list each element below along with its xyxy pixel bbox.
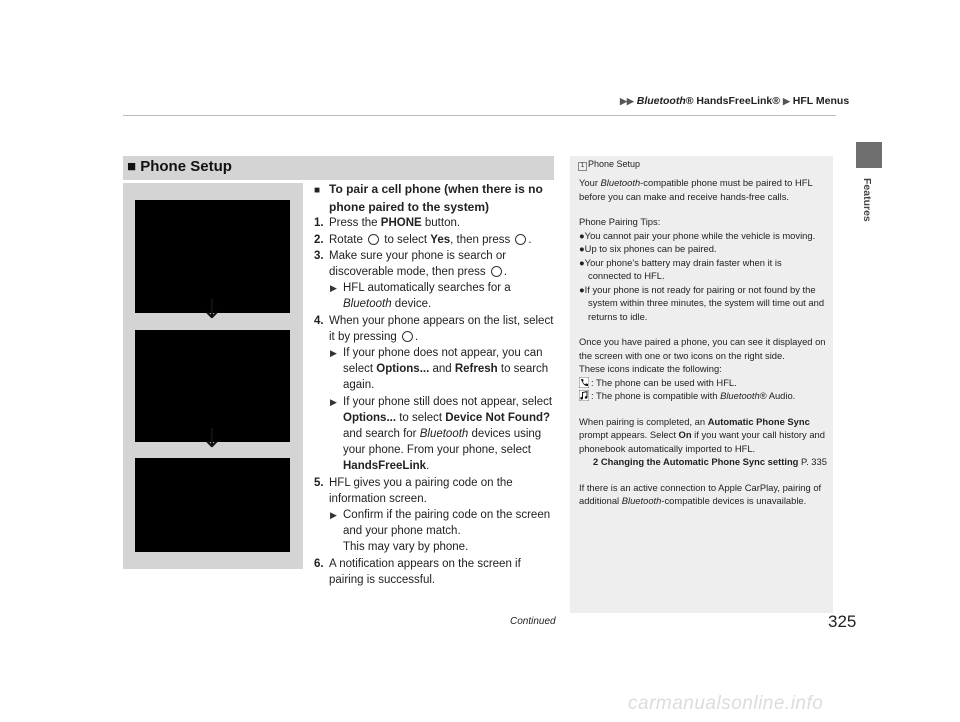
icons-lead: These icons indicate the following: — [579, 363, 722, 374]
icon-legend-phone: : The phone can be used with HFL. — [579, 376, 827, 390]
breadcrumb-part1: Bluetooth — [636, 95, 686, 107]
step-3-result: ▶ HFL automatically searches for a Bluetooth device. — [330, 282, 511, 311]
step-2: 2. Rotate to select Yes, then press . — [314, 233, 532, 246]
sidebar-note — [570, 156, 833, 613]
press-knob-icon — [491, 266, 502, 277]
auto-sync-paragraph: When pairing is completed, an Automatic Phone Sync prompt appears. Select On if you want your call history and phonebook automatically imported to HFL. — [579, 415, 825, 454]
step-3: 3. Make sure your phone is search or discoverable mode, then press . — [314, 249, 508, 279]
press-knob-icon — [402, 331, 413, 342]
tip-item: ●Up to six phones can be paired. — [579, 243, 717, 254]
step-1: 1. Press the PHONE button. — [314, 217, 461, 230]
step-5: 5. HFL gives you a pairing code on the information screen. — [314, 476, 513, 505]
result-arrow-icon: ▶ — [330, 396, 337, 407]
sidebar-caption: 1 Phone Setup — [578, 159, 640, 171]
procedure-heading: ■ To pair a cell phone (when there is no phone paired to the system) — [314, 182, 543, 215]
icons-paragraph: Once you have paired a phone, you can see it displayed on the screen with one or two icons on the right side. — [579, 336, 826, 361]
breadcrumb-part2: HFL Menus — [792, 95, 850, 107]
step-5-result: ▶ Confirm if the pairing code on the screen and your phone match. This may vary by phone. — [330, 509, 551, 554]
step-4-note-2: ▶ If your phone still does not appear, select Options... to select Device Not Found? and search for Bluetooth devices using your phone. From your phone, select HandsFreeLink. — [330, 395, 553, 473]
tips-title: Phone Pairing Tips: — [579, 216, 661, 227]
result-arrow-icon: ▶ — [330, 348, 337, 359]
step-4: 4. When your phone appears on the list, select it by pressing . — [314, 314, 554, 343]
watermark: carmanualsonline.info — [628, 693, 824, 714]
header-rule — [123, 115, 836, 116]
side-tab-marker — [856, 142, 882, 168]
press-knob-icon — [515, 234, 526, 245]
section-header — [123, 156, 554, 180]
screen-image-3 — [135, 458, 290, 552]
note-icon: 1 — [578, 162, 587, 171]
procedure — [314, 181, 556, 588]
step-6: 6. A notification appears on the screen if pairing is successful. — [314, 557, 521, 586]
tip-item: ●If your phone is not ready for pairing or not found by the system within three minutes, the system will time out and returns to idle. — [579, 283, 825, 322]
breadcrumb-arrow-icon: ▶▶ — [620, 96, 634, 106]
carplay-note: If there is an active connection to Apple CarPlay, pairing of additional Bluetooth-compatible devices is unavailable. — [579, 481, 822, 506]
step-4-note-1: ▶ If your phone does not appear, you can select Options... and Refresh to search again. — [330, 347, 549, 392]
phone-icon — [579, 377, 589, 388]
sidebar-intro: Your Bluetooth-compatible phone must be paired to HFL before you can make and receive hands-free calls. — [579, 177, 813, 202]
continued-label: Continued — [510, 616, 556, 627]
side-tab-label: Features — [861, 178, 873, 222]
down-arrow-icon: ↓ — [201, 424, 223, 454]
result-arrow-icon: ▶ — [330, 283, 337, 294]
icon-legend-audio: : The phone is compatible with Bluetooth® Audio. — [579, 389, 827, 403]
cross-reference-link[interactable]: 2 Changing the Automatic Phone Sync setting P. 335 — [593, 456, 827, 467]
tip-item: ●Your phone’s battery may drain faster when it is connected to HFL. — [579, 256, 782, 281]
screen-illustrations — [123, 183, 303, 569]
down-arrow-icon: ↓ — [201, 295, 223, 325]
side-tab — [852, 178, 886, 298]
section-title: ■ Phone Setup — [127, 158, 232, 175]
tip-item: ●You cannot pair your phone while the vehicle is moving. — [579, 229, 816, 241]
music-note-icon — [579, 390, 589, 401]
result-arrow-icon: ▶ — [330, 510, 337, 521]
breadcrumb-arrow-icon: ▶ — [782, 96, 790, 106]
breadcrumb-part1-suffix: ® HandsFreeLink® — [685, 95, 781, 107]
reference-arrow-icon: 2 — [593, 456, 599, 467]
selector-knob-icon — [368, 234, 379, 245]
breadcrumb — [620, 95, 849, 107]
page-number: 325 — [828, 612, 857, 631]
